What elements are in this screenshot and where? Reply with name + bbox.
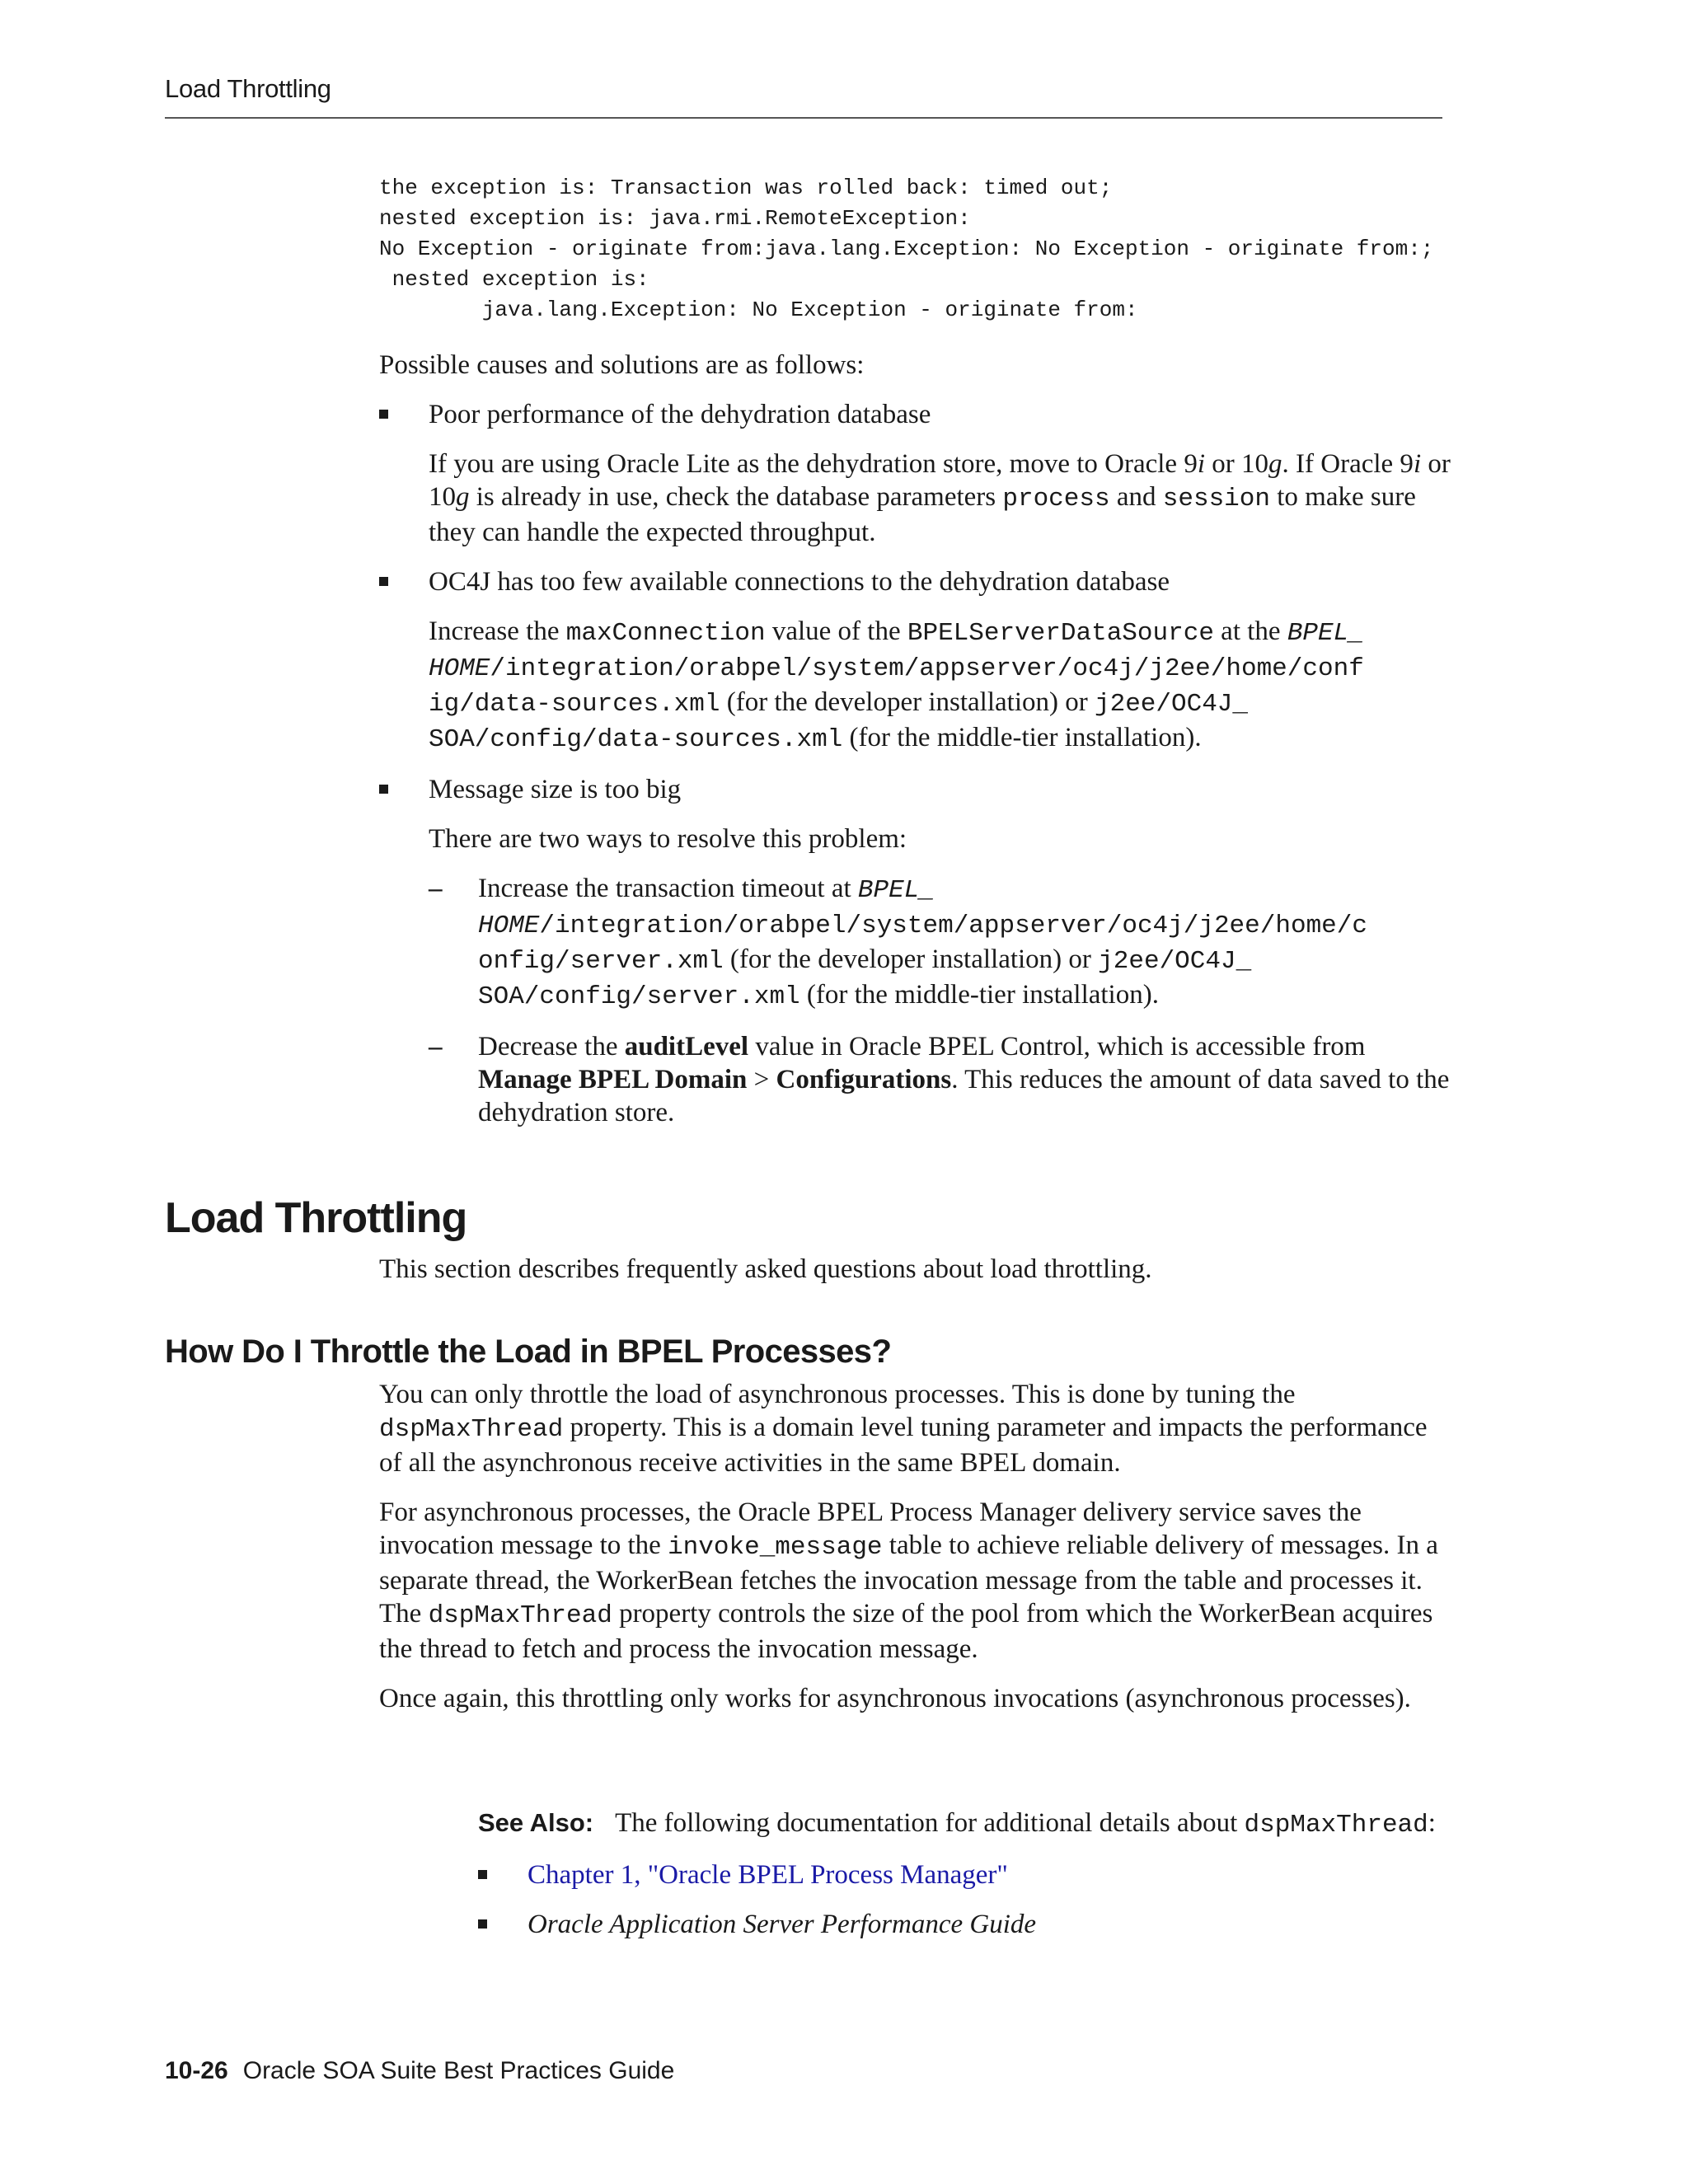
chapter-link[interactable]: Chapter 1, "Oracle BPEL Process Manager" [528, 1860, 1008, 1890]
cause-title-2: OC4J has too few available connections to the dehydration database [429, 567, 1170, 597]
dash-marker: – [429, 1032, 443, 1062]
sub-item-2-text: Decrease the auditLevel value in Oracle BPEL Control, which is accessible from Manage BPEL Domain > Configurations. This reduces the amount of data saved to the dehydration store. [478, 1032, 1450, 1127]
page-footer [165, 2057, 674, 2085]
sub-item-1-text: Increase the transaction timeout at BPEL_ HOME/integration/orabpel/system/appserver/oc4j/j2ee/home/c onfig/server.xml (for the developer installation) or j2ee/OC4J_ SOA/config/server.xml (for the middle-tier installation). [478, 874, 1367, 1011]
cause-intro-3: There are two ways to resolve this problem: [429, 824, 907, 854]
sub-item-1 [429, 872, 1451, 1014]
cause-body-1: If you are using Oracle Lite as the dehydration store, move to Oracle 9i or 10g. If Oracle 9i or 10g is already in use, check the database parameters process and session to make sure they can handle the expected throughput. [429, 449, 1451, 547]
see-also-label: See Also: [478, 1808, 594, 1837]
bullet-square-icon [478, 1870, 487, 1879]
see-also-note [478, 1807, 1451, 1957]
bullet-square-icon [379, 577, 388, 586]
subsection-paragraph-3: Once again, this throttling only works for asynchronous invocations (asynchronous processes). [379, 1684, 1411, 1713]
subsection-content [379, 1378, 1451, 1732]
see-also-text: See Also: The following documentation for additional details about dspMaxThread: [478, 1808, 1436, 1840]
cause-item-1 [379, 398, 1451, 549]
cause-item-3 [379, 773, 1451, 1129]
section-heading: Load Throttling [165, 1194, 467, 1242]
running-header [165, 74, 1442, 119]
cause-title-3: Message size is too big [429, 775, 682, 804]
causes-intro: Possible causes and solutions are as follows: [379, 350, 865, 380]
subsection-paragraph-2: For asynchronous processes, the Oracle BPEL Process Manager delivery service saves the invocation message to the invoke_message table to achieve reliable delivery of messages. In a separate thread, the WorkerBean fetches the invocation message from the table and processes it. The dspMaxThread property controls the size of the pool from which the WorkerBean acquires the thread to fetch and process the invocation message. [379, 1497, 1438, 1664]
bullet-square-icon [379, 410, 388, 419]
main-content [379, 173, 1451, 1146]
cause-body-2: Increase the maxConnection value of the BPELServerDataSource at the BPEL_ HOME/integration/orabpel/system/appserver/oc4j/j2ee/home/conf ig/data-sources.xml (for the developer installation) or j2ee/OC4J_ SOA/config/data-sources.xml (for the middle-tier installation). [429, 616, 1364, 754]
bullet-square-icon [478, 1919, 487, 1929]
section-intro-block [379, 1253, 1451, 1302]
code-block: the exception is: Transaction was rolled back: timed out; nested exception is: java.rmi.RemoteException: No Exception - originate from:java.lang.Exception: No Exception - originate from:; nested exception is: java.lang.Exception: No Exception - originate from: [379, 176, 1434, 322]
cause-item-2 [379, 565, 1451, 757]
subsection-heading: How Do I Throttle the Load in BPEL Processes? [165, 1333, 892, 1370]
page-number: 10-26 [165, 2057, 228, 2084]
section-intro: This section describes frequently asked questions about load throttling. [379, 1254, 1152, 1284]
dash-marker: – [429, 874, 443, 903]
bullet-square-icon [379, 785, 388, 794]
see-also-item-2 [478, 1908, 1451, 1941]
see-also-item-1 [478, 1858, 1451, 1891]
running-title: Load Throttling [165, 74, 331, 103]
book-reference: Oracle Application Server Performance Guide [528, 1910, 1037, 1939]
cause-title-1: Poor performance of the dehydration database [429, 400, 931, 429]
footer-book-title: Oracle SOA Suite Best Practices Guide [242, 2057, 675, 2084]
subsection-paragraph-1: You can only throttle the load of asynchronous processes. This is done by tuning the dspMaxThread property. This is a domain level tuning parameter and impacts the performance of all the asynchronous receive activities in the same BPEL domain. [379, 1380, 1428, 1478]
sub-item-2 [429, 1030, 1451, 1129]
